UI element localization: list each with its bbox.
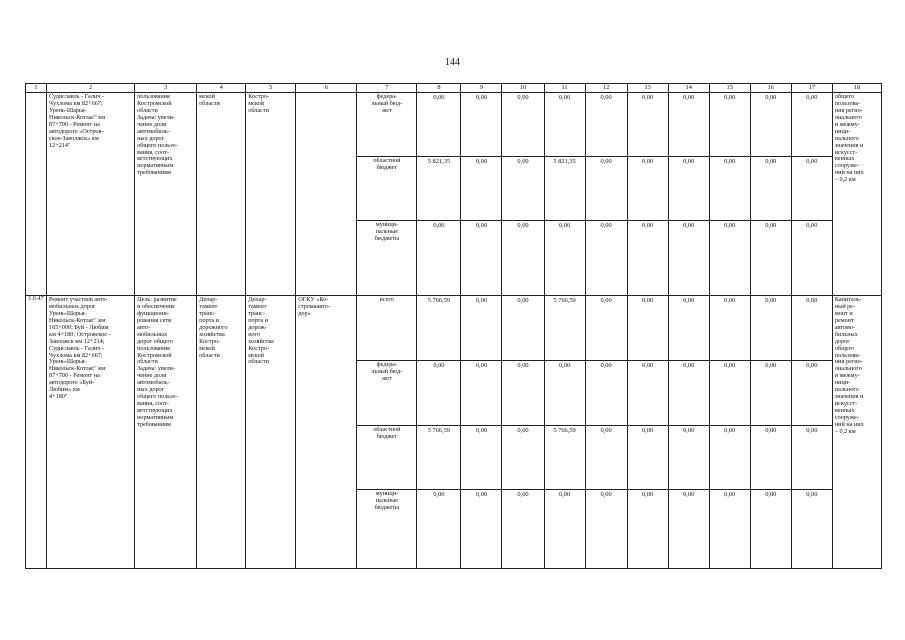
funding-value-cell: 0,00 [461, 93, 502, 157]
funding-value-cell: 0,00 [585, 361, 627, 426]
funding-value-cell: 5 766,59 [417, 426, 461, 490]
header-cell: 7 [357, 84, 417, 93]
funding-value-cell: 0,00 [544, 361, 585, 426]
funding-value-cell: 5 821,35 [417, 157, 461, 221]
funding-value-cell: 0,00 [791, 296, 832, 361]
funding-value-cell: 0,00 [627, 490, 668, 569]
funding-value-cell: 0,00 [585, 221, 627, 296]
funding-source-cell: областной бюджет [357, 426, 417, 490]
funding-value-cell: 0,00 [417, 490, 461, 569]
funding-value-cell: 0,00 [585, 157, 627, 221]
coexecutor-cell: Костро- мской области [246, 93, 296, 296]
header-cell: 11 [544, 84, 585, 93]
page-number: 144 [445, 57, 460, 68]
funding-source-cell: областной бюджет [357, 157, 417, 221]
funding-value-cell: 0,00 [544, 93, 585, 157]
funding-value-cell: 0,00 [750, 296, 791, 361]
funding-source-cell: всего [357, 296, 417, 361]
funding-value-cell: 0,00 [627, 361, 668, 426]
funding-value-cell: 0,00 [461, 157, 502, 221]
funding-value-cell: 0,00 [627, 93, 668, 157]
funding-value-cell: 0,00 [750, 361, 791, 426]
funding-value-cell: 0,00 [502, 490, 544, 569]
responsible-executor-cell: Депар- тамент транс- порта и дорожного хозяйства Костро- мской области [197, 296, 246, 569]
responsible-executor-cell: мской области [197, 93, 246, 296]
column-number-header-row [26, 84, 882, 93]
funding-value-cell: 5 766,59 [544, 426, 585, 490]
funding-source-cell: федера- льный бюд- жет [357, 93, 417, 157]
header-cell: 9 [461, 84, 502, 93]
funding-value-cell: 0,00 [502, 426, 544, 490]
funding-value-cell: 5 821,35 [544, 157, 585, 221]
funding-value-cell: 0,00 [668, 157, 709, 221]
header-cell: 16 [750, 84, 791, 93]
funding-value-cell: 0,00 [750, 221, 791, 296]
funding-value-cell: 0,00 [668, 296, 709, 361]
header-cell: 5 [246, 84, 296, 93]
funding-value-cell: 0,00 [544, 490, 585, 569]
goal-task-cell: Цель: развитие и обеспечение функциони- рования сети авто- мобильных дорог общего пользования Костромской области Задача: увели- чение доли автомобиль- ных дорог общего пользо- вания, соот- ветствующих нормативным требованиям [135, 296, 197, 569]
funding-value-cell: 0,00 [668, 426, 709, 490]
funding-value-cell: 0,00 [461, 361, 502, 426]
header-cell: 6 [296, 84, 357, 93]
goal-task-cell: пользования Костромской области Задача: увели- чение доли автомобиль- ных дорог общего пользо- вания, соот- ветствующих нормативным требованиям [135, 93, 197, 296]
header-cell: 12 [585, 84, 627, 93]
funding-value-cell: 0,00 [791, 426, 832, 490]
funding-value-cell: 0,00 [668, 490, 709, 569]
funding-value-cell: 0,00 [502, 93, 544, 157]
funding-value-cell: 0,00 [417, 221, 461, 296]
funding-source-cell: муници- пальные бюджеты [357, 490, 417, 569]
header-cell: 1 [26, 84, 47, 93]
funding-value-cell: 0,00 [461, 426, 502, 490]
funding-value-cell: 0,00 [585, 426, 627, 490]
funding-value-cell: 0,00 [709, 426, 750, 490]
measure-name-cell: Судиславль - Галич - Чухлома км 82+667; Урень-Шарья- Никольск-Котлас" км 87+700 - Ремонт на автодороге «Остров- ское-Заволжск» км 12+214" [47, 93, 135, 296]
funding-value-cell: 0,00 [627, 296, 668, 361]
funding-value-cell: 0,00 [461, 490, 502, 569]
funding-value-cell: 0,00 [544, 221, 585, 296]
header-cell: 3 [135, 84, 197, 93]
funding-value-cell: 0,00 [585, 490, 627, 569]
funding-value-cell: 0,00 [709, 93, 750, 157]
funding-value-cell: 0,00 [627, 426, 668, 490]
program-measures-table [25, 83, 882, 569]
funding-value-cell: 0,00 [502, 296, 544, 361]
funding-value-cell: 0,00 [791, 361, 832, 426]
funding-value-cell: 0,00 [502, 157, 544, 221]
header-cell: 18 [832, 84, 881, 93]
funding-value-cell: 0,00 [750, 490, 791, 569]
expected-result-cell: общего пользова- ния регио- онального и межму- ници- пального значения и искусст- венных сооруже- ний на них – 0,2 км [832, 93, 881, 296]
funding-value-cell: 0,00 [627, 221, 668, 296]
participant-cell: ОГКУ «Ко- стромаавто- дор» [296, 296, 357, 569]
header-cell: 8 [417, 84, 461, 93]
funding-value-cell: 0,00 [709, 157, 750, 221]
measure-name-cell: Ремонт участков авто- мобильных дорог Урень-Шарья- Никольск-Котлас" км 165+000; Буй - Любим км 4+180; Островское - Заволжск км 12+214; Судиславль - Галич - Чухлома км 82+667; Урень-Шарья- Никольск-Котлас" км 87+700 - Ремонт на автодороге «Буй- Любим» км 4+180" [47, 296, 135, 569]
header-cell: 4 [197, 84, 246, 93]
table-row [26, 93, 882, 157]
funding-value-cell: 0,00 [417, 361, 461, 426]
funding-value-cell: 0,00 [791, 221, 832, 296]
funding-value-cell: 0,00 [585, 296, 627, 361]
funding-value-cell: 0,00 [709, 490, 750, 569]
funding-value-cell: 0,00 [750, 93, 791, 157]
funding-value-cell: 0,00 [627, 157, 668, 221]
measure-number-cell: 1.6.47 [26, 296, 47, 569]
funding-value-cell: 0,00 [709, 361, 750, 426]
measure-number-cell [26, 93, 47, 296]
header-cell: 10 [502, 84, 544, 93]
participant-cell [296, 93, 357, 296]
funding-value-cell: 0,00 [461, 221, 502, 296]
funding-value-cell: 0,00 [750, 157, 791, 221]
funding-value-cell: 0,00 [668, 361, 709, 426]
funding-value-cell: 0,00 [709, 221, 750, 296]
funding-value-cell: 0,00 [791, 157, 832, 221]
funding-value-cell: 0,00 [750, 426, 791, 490]
header-cell: 15 [709, 84, 750, 93]
header-cell: 13 [627, 84, 668, 93]
expected-result-cell: Капиталь- ный ре- монт и ремонт автомо- бильных дорог общего пользова- ния регио- онального и межму- ници- пального значения и искусст- венных сооруже- ний на них – 0,2 км [832, 296, 881, 569]
funding-value-cell: 0,00 [791, 490, 832, 569]
funding-source-cell: федера- льный бюд- жет [357, 361, 417, 426]
header-cell: 14 [668, 84, 709, 93]
funding-value-cell: 0,00 [502, 361, 544, 426]
header-cell: 17 [791, 84, 832, 93]
funding-value-cell: 0,00 [791, 93, 832, 157]
funding-value-cell: 5 766,59 [544, 296, 585, 361]
funding-value-cell: 0,00 [709, 296, 750, 361]
header-cell: 2 [47, 84, 135, 93]
coexecutor-cell: Депар- тамент транс- порта и дорож- ного хозяйства Костро- мской области [246, 296, 296, 569]
funding-value-cell: 0,00 [668, 221, 709, 296]
funding-value-cell: 0,00 [502, 221, 544, 296]
funding-value-cell: 5 766,59 [417, 296, 461, 361]
funding-value-cell: 0,00 [585, 93, 627, 157]
funding-source-cell: муници- пальные бюджеты [357, 221, 417, 296]
funding-value-cell: 0,00 [461, 296, 502, 361]
funding-value-cell: 0,00 [417, 93, 461, 157]
table-row [26, 296, 882, 361]
funding-value-cell: 0,00 [668, 93, 709, 157]
